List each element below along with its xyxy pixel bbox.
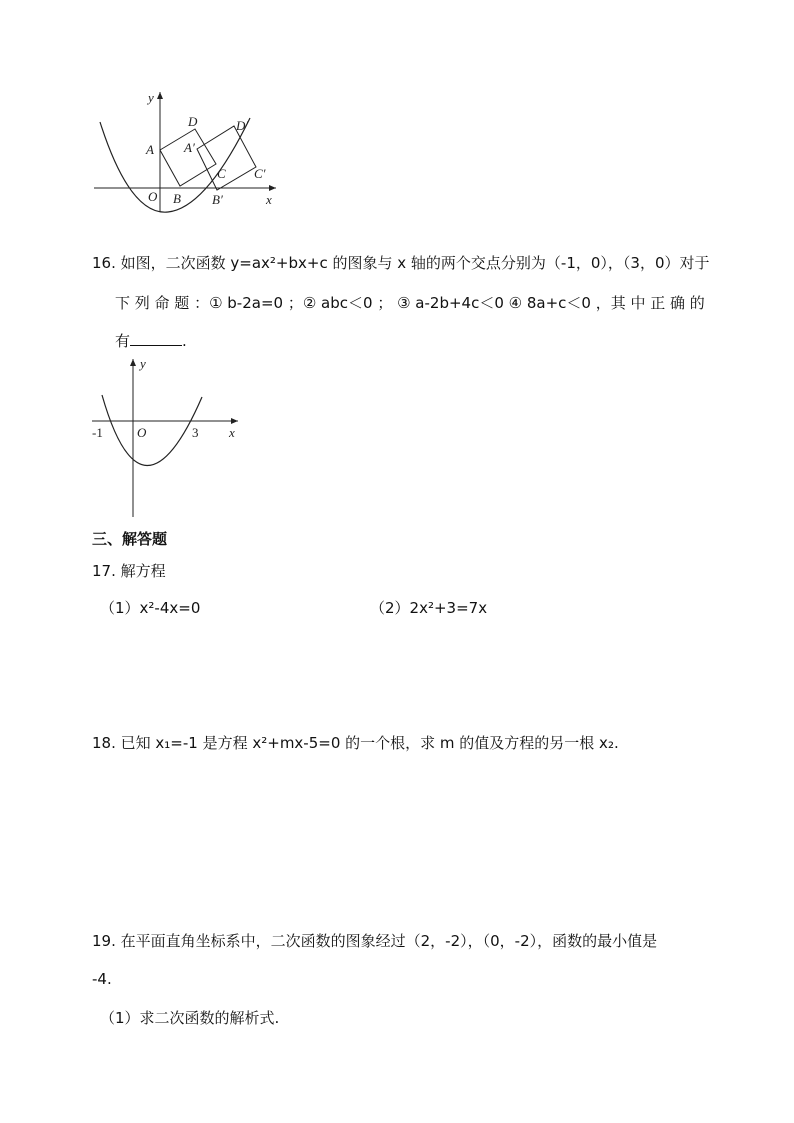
label-x: x	[229, 425, 235, 440]
q17-number: 17.	[92, 562, 116, 580]
label-d: D	[188, 114, 198, 129]
parabola-curve	[102, 395, 202, 466]
q18-number: 18.	[92, 734, 116, 752]
q18-text: 已知 x₁=-1 是方程 x²+mx-5=0 的一个根，求 m 的值及方程的另一根 x₂.	[120, 734, 619, 752]
q16-text-prefix: 有	[115, 332, 131, 350]
label-a: A	[146, 142, 154, 157]
square-abcd	[160, 129, 216, 186]
label-b-prime: B′	[212, 192, 223, 207]
label-c: C	[217, 166, 226, 181]
q17-heading	[92, 560, 166, 581]
q19-text-line1: 在平面直角坐标系中，二次函数的图象经过（2，-2），（0，-2），函数的最小值是	[120, 932, 658, 950]
q16-number: 16.	[92, 254, 116, 272]
q17-title: 解方程	[120, 562, 166, 580]
square-a-prime	[197, 126, 256, 190]
q19-part1: （1）求二次函数的解析式.	[100, 1009, 280, 1027]
q17-part1: （1）x²-4x=0	[100, 599, 201, 617]
q19-number: 19.	[92, 932, 116, 950]
label-neg1: -1	[92, 425, 103, 440]
q16-text-line1: 如图，二次函数 y=ax²+bx+c 的图象与 x 轴的两个交点分别为（-1，0），（3，0）对于	[120, 254, 710, 272]
label-x: x	[266, 192, 272, 207]
label-a-prime: A′	[184, 140, 195, 155]
q19-line2: -4.	[92, 970, 112, 988]
label-o: O	[148, 189, 158, 204]
y-axis-arrow	[130, 359, 136, 366]
answer-blank	[130, 331, 182, 346]
q16-line3	[115, 330, 187, 351]
section-title: 三、解答题	[92, 530, 168, 548]
x-axis-arrow	[269, 185, 276, 191]
label-o: O	[137, 425, 147, 440]
y-axis-arrow	[157, 92, 163, 99]
label-d-prime: D′	[236, 118, 249, 133]
figure-parabola-roots	[88, 355, 243, 520]
x-axis-arrow	[231, 418, 238, 424]
label-y: y	[140, 356, 146, 371]
label-three: 3	[192, 425, 199, 440]
q16-line2: 下 列 命 题 ：① b-2a=0 ；② abc＜0 ； ③ a-2b+4c＜0 ④ 8a+c＜0 ，其 中 正 确 的	[115, 294, 705, 312]
q16-text-suffix: .	[182, 332, 187, 350]
label-b: B	[173, 191, 181, 206]
label-y: y	[148, 90, 154, 105]
q17-part2: （2）2x²+3=7x	[370, 599, 488, 617]
q19-line1	[92, 930, 657, 951]
label-c-prime: C′	[254, 166, 266, 181]
figure-parabola-squares	[88, 88, 288, 213]
q16-line1	[92, 252, 710, 273]
q18-line	[92, 732, 619, 753]
